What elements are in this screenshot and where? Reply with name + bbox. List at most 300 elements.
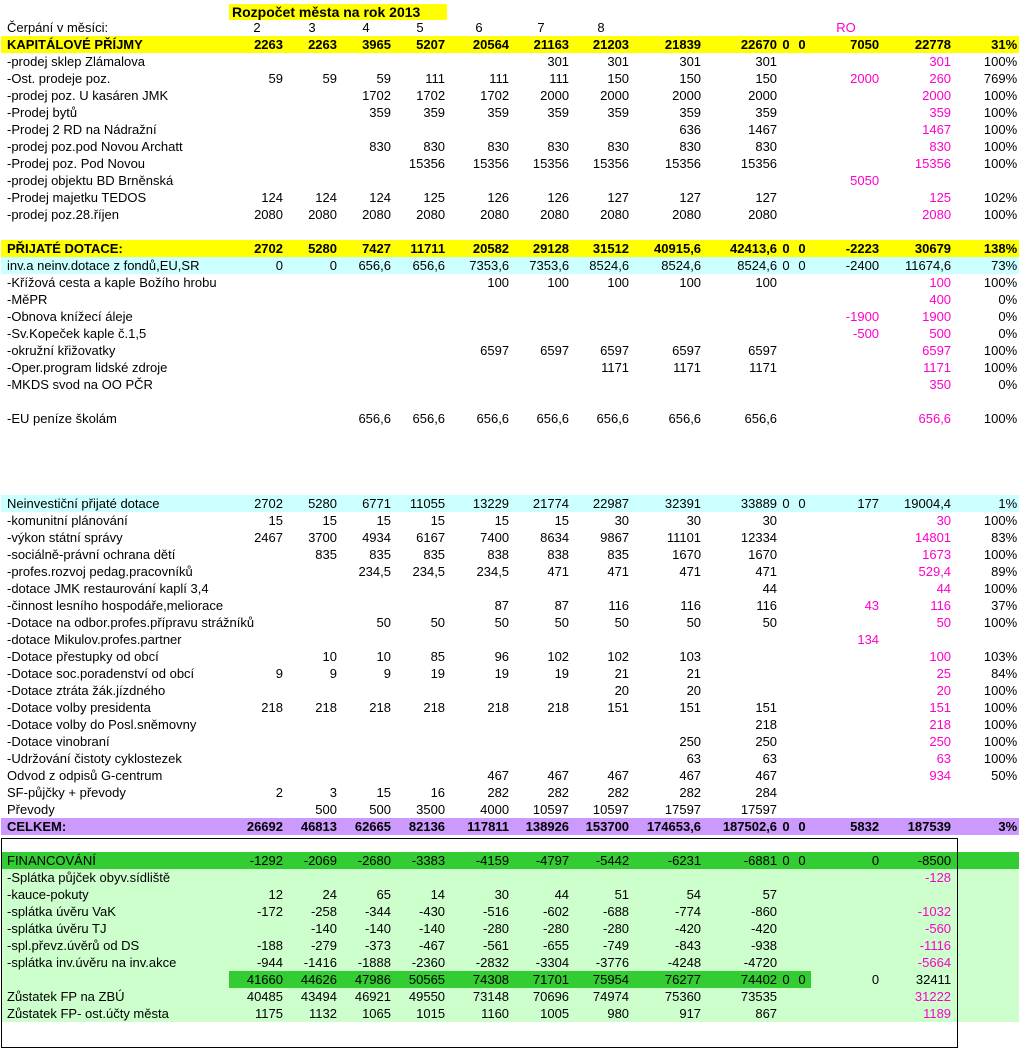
table-cell: -4248 [631,954,703,971]
table-cell: 1171 [923,359,952,375]
row-label: -splátka úvěru VaK [1,903,229,920]
table-cell [793,376,811,393]
table-cell: 500 [929,325,952,341]
table-cell: 15356 [532,155,570,171]
table-cell: 44 [511,886,571,903]
table-cell [339,172,393,189]
table-cell [779,53,793,70]
table-cell [811,1005,881,1022]
table-cell: 471 [607,563,630,579]
table-cell [953,869,1019,886]
table-cell: -2400 [811,257,881,274]
table-cell: -280 [571,920,631,937]
table-cell [779,546,793,563]
table-cell [811,138,881,155]
table-cell: 250 [755,733,778,749]
table-cell: 100% [983,104,1018,120]
table-cell [447,733,511,750]
table-cell [779,138,793,155]
table-cell: -467 [393,937,447,954]
table-cell: 9 [275,665,283,681]
table-cell: 15356 [740,155,778,171]
table-cell [779,70,793,87]
table-cell [285,53,339,70]
table-cell [811,801,881,818]
table-cell [811,733,881,750]
row-label: -prodej poz. U kasáren JMK [7,87,169,103]
table-cell: 75954 [571,971,631,988]
table-cell [793,308,811,325]
table-row [1,563,1019,580]
table-cell [793,70,811,87]
table-cell: 1132 [285,1005,339,1022]
table-cell: 2000 [748,87,778,103]
table-cell: 134 [857,631,880,647]
table-cell: 4000 [480,801,510,817]
table-cell: 116 [680,597,702,613]
table-cell: -1888 [339,954,393,971]
table-cell [229,682,285,699]
table-row [1,750,1019,767]
table-cell: 21 [686,665,702,681]
table-cell [393,869,447,886]
table-cell: 5050 [850,172,880,188]
table-cell: 15 [554,512,570,528]
row-label: -Oper.program lidské zdroje [7,359,168,375]
table-cell: 100 [607,274,630,290]
table-cell [571,121,631,138]
table-cell: 117811 [447,818,511,835]
table-cell: -258 [285,903,339,920]
table-cell: 15 [430,512,446,528]
table-cell: 301 [607,53,630,69]
table-cell [811,563,881,580]
table-cell: 19 [494,665,510,681]
table-cell [779,87,793,104]
table-row [1,36,1019,53]
table-cell: 20 [614,682,630,698]
table-cell [779,699,793,716]
table-cell: 100% [983,733,1018,749]
table-cell: 100% [983,342,1018,358]
table-row [1,291,1019,308]
table-cell: 31222 [881,988,953,1005]
month-header: 6 [475,20,483,35]
row-label: CELKEM: [1,818,229,835]
table-cell: 234,5 [358,563,391,579]
table-cell: 7353,6 [447,257,511,274]
table-cell: 54 [631,886,703,903]
table-cell [285,682,339,699]
table-cell [285,869,339,886]
table-cell: 467 [487,767,510,783]
table-cell: 15356 [914,155,952,171]
table-cell [229,138,285,155]
table-cell [811,750,881,767]
table-cell [703,682,779,699]
table-cell: -688 [571,903,631,920]
table-cell [793,886,811,903]
table-cell: 7400 [480,529,510,545]
table-cell: 33889 [703,495,779,512]
table-cell: 15356 [408,155,446,171]
table-cell: 2000 [922,87,952,103]
table-cell [339,376,393,393]
table-cell: -5664 [881,954,953,971]
table-cell [447,325,511,342]
table-cell: 359 [929,104,952,120]
table-cell [793,665,811,682]
table-cell: 282 [547,784,570,800]
row-label: -okružní křižovatky [7,342,116,358]
table-cell: -420 [703,920,779,937]
table-cell [571,631,631,648]
table-cell [229,580,285,597]
table-cell: 125 [929,189,952,205]
table-cell [779,733,793,750]
table-row [1,733,1019,750]
row-label [1,971,229,988]
table-cell: 100% [983,121,1018,137]
table-cell [779,410,793,427]
table-cell: 0% [998,376,1018,392]
spacer-row [1,835,1019,852]
table-cell: 76277 [631,971,703,988]
table-cell: 6597 [748,342,778,358]
table-cell: 49550 [393,988,447,1005]
table-cell: 2080 [540,206,570,222]
table-row [1,410,1019,427]
budget-table [1,4,1019,1022]
row-label: -Dotace volby presidenta [7,699,151,715]
table-cell [811,682,881,699]
table-cell [229,291,285,308]
table-cell [511,733,571,750]
table-cell: 8524,6 [703,257,779,274]
table-cell [811,155,881,172]
table-cell [229,546,285,563]
table-cell: 32411 [881,971,953,988]
table-cell [339,580,393,597]
table-cell: 835 [369,546,391,562]
table-cell [793,87,811,104]
table-cell [811,410,881,427]
table-cell: 830 [487,138,510,154]
table-cell: 0 [793,36,811,53]
table-cell: 50565 [393,971,447,988]
table-cell: 111 [549,70,570,86]
table-cell: 103 [679,648,702,664]
table-cell: 30 [614,512,630,528]
table-cell: 151 [755,699,778,715]
table-cell [339,869,393,886]
table-row [1,240,1019,257]
table-cell: 835 [607,546,630,562]
table-row [1,172,1019,189]
table-cell [229,53,285,70]
table-cell: 50 [614,614,630,630]
table-cell [229,563,285,580]
table-cell [793,410,811,427]
table-cell: 103% [983,648,1018,664]
table-row [1,376,1019,393]
table-cell [571,869,631,886]
table-cell: 218 [547,699,570,715]
table-cell: 100% [983,716,1018,732]
row-label: PŘIJATÉ DOTACE: [1,240,229,257]
table-cell: 218 [929,716,952,732]
table-cell: 467 [607,767,630,783]
table-cell: 359 [369,104,391,120]
month-header: 4 [362,20,370,35]
table-row [1,903,1019,920]
table-cell: 838 [547,546,570,562]
table-cell: 3500 [416,801,446,817]
ro-header: RO [836,20,856,35]
table-cell [447,376,511,393]
table-cell: 7427 [339,240,393,257]
table-cell: 15356 [664,155,702,171]
table-cell [779,750,793,767]
header-label: Čerpání v měsíci: [7,20,109,35]
table-cell: 16 [430,784,446,800]
row-label: -Prodej majetku TEDOS [7,189,147,205]
sheet-title: Rozpočet města na rok 2013 [229,4,447,20]
table-cell: 100 [929,274,952,290]
table-cell [285,631,339,648]
table-cell: 250 [929,733,952,749]
table-cell [811,376,881,393]
table-cell: 218 [315,699,337,715]
table-cell [339,308,393,325]
table-cell [229,155,285,172]
table-cell: 529,4 [918,563,952,579]
table-cell: 126 [547,189,570,205]
table-cell [229,648,285,665]
table-cell [953,886,1019,903]
table-cell [779,563,793,580]
table-cell: -860 [703,903,779,920]
row-label: -profes.rozvoj pedag.pracovníků [7,563,193,579]
table-cell [793,104,811,121]
table-cell: 284 [755,784,778,800]
table-cell: 187539 [881,818,953,835]
table-cell: 2702 [229,240,285,257]
table-cell: 26692 [229,818,285,835]
table-cell [811,206,881,223]
table-row [1,138,1019,155]
table-cell: 2467 [254,529,283,545]
table-cell: 19004,4 [881,495,953,512]
table-cell: 1670 [748,546,778,562]
table-cell: 2702 [229,495,285,512]
table-cell: 1065 [339,1005,393,1022]
table-cell [793,682,811,699]
table-cell: 151 [607,699,630,715]
table-row [1,886,1019,903]
table-cell: 20 [936,682,952,698]
table-cell [793,801,811,818]
table-cell: 21203 [571,36,631,53]
table-cell [393,767,447,784]
table-cell: 2080 [416,206,446,222]
table-cell: 6597 [922,342,952,358]
table-cell: 85 [430,648,446,664]
table-cell: -2680 [339,852,393,869]
table-cell: 150 [679,70,702,86]
table-cell: 830 [423,138,446,154]
table-cell [393,308,447,325]
table-cell: 2263 [285,36,339,53]
table-cell [793,291,811,308]
table-cell: 124 [315,189,337,205]
table-cell [793,937,811,954]
table-cell: 769% [983,70,1018,86]
table-cell: -5442 [571,852,631,869]
table-cell [793,529,811,546]
table-cell: 65 [339,886,393,903]
table-cell: 1171 [673,359,702,375]
table-row [1,495,1019,512]
row-label: -komunitní plánování [7,512,128,528]
table-row [1,852,1019,869]
table-cell [779,172,793,189]
table-row [1,971,1019,988]
table-cell [703,308,779,325]
table-cell [793,138,811,155]
table-cell: 1160 [447,1005,511,1022]
row-label: -Udržování čistoty cyklostezek [7,750,182,766]
table-cell: -500 [853,325,880,341]
table-cell: 9867 [600,529,630,545]
table-cell: 50 [376,614,391,630]
table-cell: 218 [369,699,391,715]
table-cell [571,750,631,767]
table-cell [447,121,511,138]
table-cell: 59 [322,70,337,86]
table-cell [393,580,447,597]
table-cell: 12334 [740,529,778,545]
table-row [1,631,1019,648]
table-cell [793,784,811,801]
table-cell [779,682,793,699]
table-cell [285,325,339,342]
table-cell: 0 [779,257,793,274]
table-cell: 73148 [447,988,511,1005]
row-label: -sociálně-právní ochrana dětí [7,546,176,562]
table-cell: 100% [983,750,1018,766]
table-cell [511,308,571,325]
table-cell [285,733,339,750]
table-cell: -938 [703,937,779,954]
table-cell: 2000 [540,87,570,103]
table-cell: 3% [953,818,1019,835]
table-cell [229,342,285,359]
table-cell: 83% [991,529,1018,545]
table-cell: 22670 [703,36,779,53]
table-cell [811,665,881,682]
table-cell: -430 [393,903,447,920]
table-cell: 830 [679,138,702,154]
table-cell [339,53,393,70]
table-cell: 359 [487,104,510,120]
table-cell [779,512,793,529]
table-cell: 44626 [285,971,339,988]
table-cell: 102 [607,648,630,664]
table-cell: 4934 [362,529,391,545]
table-cell: 151 [679,699,702,715]
table-cell: 100 [547,274,570,290]
table-cell [511,325,571,342]
table-cell [811,937,881,954]
table-row [1,937,1019,954]
table-cell [393,291,447,308]
table-cell: 126 [487,189,510,205]
table-row [1,665,1019,682]
table-cell: 30679 [881,240,953,257]
table-cell: -6881 [703,852,779,869]
table-cell [779,291,793,308]
table-cell: 100 [679,274,702,290]
table-cell: 15356 [592,155,630,171]
table-cell: 867 [703,1005,779,1022]
table-cell [779,308,793,325]
table-cell: 100% [983,580,1018,596]
table-cell: 50 [686,614,702,630]
table-cell: 127 [755,189,778,205]
table-cell [339,274,393,291]
title-row [1,4,1019,20]
table-cell: 830 [547,138,570,154]
table-cell [953,852,1019,869]
table-cell: 30 [686,512,702,528]
table-cell: 1189 [881,1005,953,1022]
table-cell: -1292 [229,852,285,869]
table-cell [953,784,1019,801]
table-cell [339,121,393,138]
table-row [1,988,1019,1005]
table-cell [793,512,811,529]
table-cell: 31% [953,36,1019,53]
table-cell [779,342,793,359]
table-cell [793,206,811,223]
table-cell [793,903,811,920]
table-cell: 2080 [480,206,510,222]
table-cell: 1005 [511,1005,571,1022]
table-cell: -3304 [511,954,571,971]
table-cell [285,291,339,308]
table-cell [631,172,703,189]
table-cell: 42413,6 [703,240,779,257]
table-cell: 1015 [393,1005,447,1022]
table-cell [339,155,393,172]
table-cell [811,869,881,886]
table-cell [631,869,703,886]
table-cell: 22778 [881,36,953,53]
table-cell [793,1005,811,1022]
table-cell [793,767,811,784]
table-cell: 96 [494,648,510,664]
table-cell [511,750,571,767]
table-cell [339,631,393,648]
table-cell: 359 [679,104,702,120]
table-cell [447,716,511,733]
table-cell [393,733,447,750]
table-cell: -560 [881,920,953,937]
table-cell [511,376,571,393]
table-row [1,342,1019,359]
table-cell: -279 [285,937,339,954]
